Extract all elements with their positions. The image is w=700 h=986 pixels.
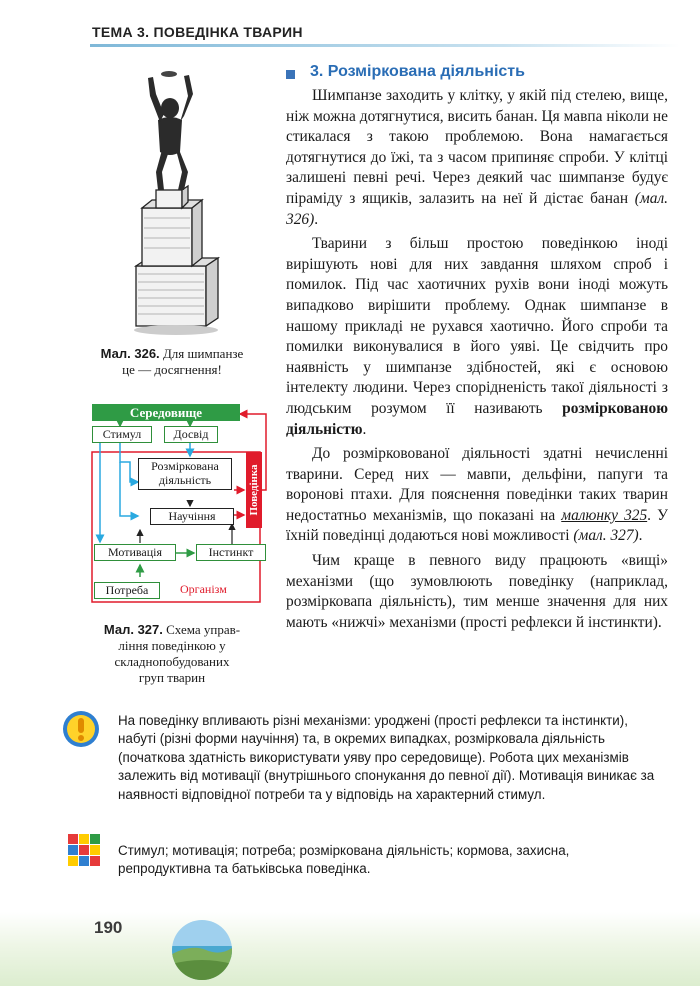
stimulus-box: Стимул — [92, 426, 152, 443]
chimpanzee-boxes-illustration — [118, 68, 228, 338]
figure-327-caption-line3: складнопобудованих — [114, 654, 230, 669]
figure-325-reference: малюнку 325 — [561, 506, 648, 524]
paragraph-2 — [286, 234, 668, 440]
header-rule — [90, 44, 680, 47]
figure-327-caption — [86, 622, 258, 686]
top-box — [156, 190, 182, 208]
behavior-label: Поведінка — [248, 464, 260, 516]
keywords-text: Стимул; мотивація; потреба; розміркована діяльність; кормова, захисна, репродуктивна та батьківська поведінка. — [118, 843, 570, 877]
figure-327-reference: (мал. 327) — [573, 527, 639, 545]
section-bullet-icon — [286, 70, 295, 79]
summary-text: На поведінку впливають різні механізми: уроджені (прості рефлекси та інстинкти), набуті (різні форми научіння) та, в окремих випадках, розмірковала діяльність (початкова здатність використувати уяву про середовище). Робота цих механізмів залежить від мотивації (внутрішнього спонукання до певної дії). Мотивація виникає за наявності відповідної потреби та у відповідь на характерний стимул. — [118, 713, 655, 802]
figure-327-number: Мал. 327. — [103, 622, 163, 637]
landscape-thumbnail — [172, 920, 232, 980]
paragraph-3-mid: . У їхній поведінці додаються нові можливості — [286, 506, 668, 545]
figure-326-number: Мал. 326. — [100, 346, 160, 361]
paragraph-3 — [286, 444, 668, 547]
section-title: 3. Розміркована діяльність — [310, 63, 525, 80]
cube-icon — [64, 830, 104, 870]
bottom-box — [136, 266, 206, 326]
middle-box — [142, 208, 192, 266]
paragraph-4-text: Чим краще в певного виду працюють «вищі» механізми (що зумовлюють поведінку (наприклад, розмірковапа діяльність), тим менше значення для них мають «нижчі» механізми (прості рефлекси й інстинкти). — [286, 552, 668, 631]
instinct-box: Інстинкт — [196, 544, 266, 561]
motivation-box: Мотивація — [94, 544, 176, 561]
paragraph-2-end: . — [362, 420, 367, 438]
figure-327-caption-line1: Схема управ- — [166, 622, 241, 637]
reasoned-activity-box — [138, 458, 232, 490]
paragraph-1-end: . — [314, 210, 319, 228]
lightbulb-icon — [62, 708, 100, 750]
figure-326-caption — [86, 346, 258, 378]
paragraph-4 — [286, 551, 668, 633]
figure-326-reference: (мал. 326) — [286, 189, 668, 228]
paragraph-3-end: . — [638, 527, 643, 545]
paragraph-2-text: Тварини з більш простою поведінкою іноді вирішують нові для них завдання шляхом спроб і помилок. Під час хаотичних рухів вони іноді можуть випадково вирішити проблему. Однак шимпанзе в нашому прикладі не рухався хаотично. Його спроби та помилки виконувалися в його уяві. Це свідчить про наявність у шимпанзе здібностей, які є основою інтелекту людини. Через спорідненість такої діяльності з людським розумом її називають — [286, 235, 668, 417]
main-text — [286, 86, 668, 637]
figure-327-caption-line2: ління поведінкою у — [118, 638, 226, 653]
behavior-control-diagram — [90, 404, 268, 606]
paragraph-3-text: До розмірковованої діяльності здатні нечисленні тварини. Серед них — мавпи, дельфіни, папуги та воронові птахи. Для пояснення поведінки таких тварин недостатньо механізмів, що показані на — [286, 445, 668, 524]
figure-326-caption-line1: Для шимпанзе — [162, 346, 244, 361]
learning-box: Научіння — [150, 508, 234, 525]
figure-326-caption-line2: це — досягнення! — [122, 362, 222, 377]
need-box: Потреба — [94, 582, 160, 599]
experience-box: Досвід — [164, 426, 218, 443]
figure-327-caption-line4: груп тварин — [138, 670, 206, 685]
paragraph-1 — [286, 86, 668, 230]
reasoned-activity-line2: діяльність — [158, 473, 212, 487]
page-number: 190 — [94, 918, 123, 937]
page-header-title: ТЕМА 3. ПОВЕДІНКА ТВАРИН — [92, 24, 303, 40]
term-reasoned-activity: розміркованою діяльністю — [286, 399, 668, 438]
paragraph-1-text: Шимпанзе заходить у клітку, у якій під стелею, вище, ніж можна дотягнутися, висить банан. Ця мавпа ніколи не стикалася з такою проблемою. Вона намагається дотягнутися до їжі, та з часом припиняє спроби. У клітці залишені певні речі. Через деякий час шимпанзе будує піраміду з ящиків, залазить на неї й дістає банан — [286, 87, 668, 207]
reasoned-activity-line1: Розміркована — [151, 459, 219, 473]
behavior-box — [246, 452, 262, 528]
organism-label: Організм — [180, 582, 227, 596]
environment-box: Середовище — [92, 404, 240, 421]
